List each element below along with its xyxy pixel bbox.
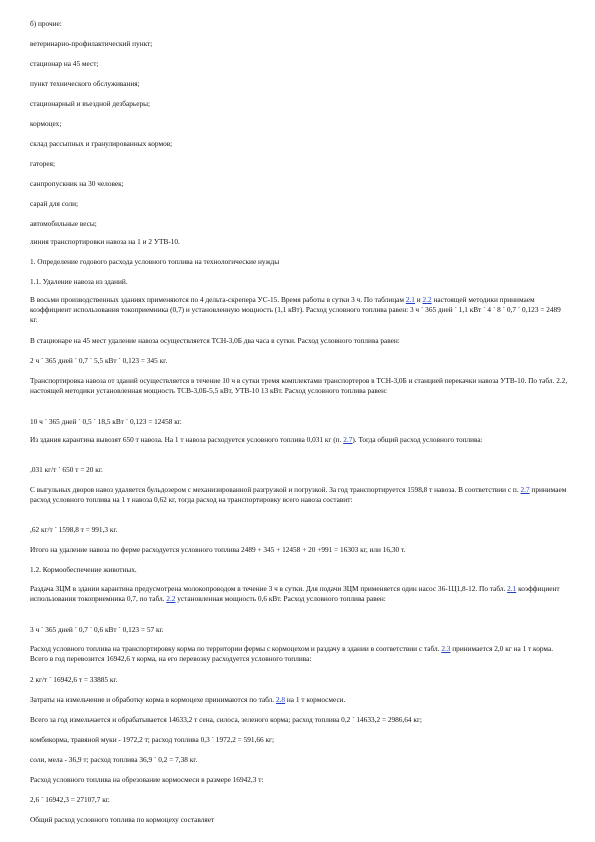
formula-line: ,031 кг/т ´ 650 т = 20 кг. (30, 465, 103, 474)
formula-line: 2 кг/т ´ 16942,6 т = 33885 кг. (30, 675, 118, 684)
text-run: ). Тогда общий расход условного топлива: (352, 435, 483, 444)
paragraph: Всего за год измельчается и обрабатывается 14633,2 т сена, силоса, зеленого корма; расход топлива 0,2 ´ 14633,2 = 2986,64 кг; (30, 715, 422, 724)
text-run: принимаем расход условного топлива на 1 т навоза 0,62 кг, тогда расход на транспортировку всего навоза составит: (30, 485, 567, 504)
table-link[interactable]: 2.3 (441, 644, 451, 653)
formula-line: 10 ч ´ 365 дней ´ 0,5 ´ 18,5 кВт ´ 0,123 = 12458 кг. (30, 417, 182, 426)
text-line: стационарный и въездной дезбарьеры; (30, 99, 151, 108)
table-link[interactable]: 2.1 (405, 295, 415, 304)
formula-line: 3 ч ´ 365 дней ´ 0,7 ´ 0,6 кВт ´ 0,123 = 57 кг. (30, 625, 164, 634)
table-link[interactable]: 2.7 (520, 485, 530, 494)
text-run: Затраты на измельчение и обработку корма в кормоцехе принимаются по табл. (30, 695, 276, 704)
text-line: сарай для соли; (30, 199, 79, 208)
paragraph: Общий расход условного топлива по кормоцеху составляет (30, 815, 215, 824)
text-line: линия транспортировки навоза на 1 и 2 УТВ-10. (30, 237, 180, 246)
table-link[interactable]: 2.1 (507, 584, 517, 593)
paragraph (30, 644, 570, 664)
text-run: и (414, 295, 423, 304)
paragraph: соли, мела - 36,9 т; расход топлива 36,9 ´ 0,2 = 7,38 кг. (30, 755, 198, 764)
paragraph: В стационаре на 45 мест удаление навоза осуществляется ТСН-3,0Б два часа в сутки. Расход условного топлива равен: (30, 336, 400, 345)
text-line: пункт технического обслуживания; (30, 79, 140, 88)
text-line: стационар на 45 мест; (30, 59, 99, 68)
text-line: склад рассыпных и гранулированных кормов; (30, 139, 173, 148)
text-run: В восьми производственных зданиях применяются по 4 дельта-скрепера УС-15. Время работы в сутки 3 ч. По таблицам (30, 295, 406, 304)
text-line: гаторея; (30, 159, 56, 168)
text-run: установленная мощность 0,6 кВт. Расход условного топлива равен: (175, 594, 386, 603)
text-line: автомобильные весы; (30, 219, 97, 228)
formula-line: ,62 кг/т ´ 1598,8 т = 991,3 кг. (30, 525, 118, 534)
text-run: коэффициент использования токоприемника 0,7, по табл. (30, 584, 560, 603)
text-run: принимается 2,0 кг на 1 т корма. Всего в год перевозится 16942,6 т корма, на его перевозку расходуется условного топлива: (30, 644, 554, 663)
text-line: кормоцех; (30, 119, 62, 128)
text-line: ветеринарно-профилактический пункт; (30, 39, 153, 48)
text-run: Раздача ЗЦМ в здании карантина предусмотрена молокопроводом в течение 3 ч в сутки. Для подачи ЗЦМ применяется один насос 36-1Ц1,8-12. По табл. (30, 584, 508, 593)
table-link[interactable]: 2.7 (343, 435, 353, 444)
text-line: б) прочие: (30, 19, 62, 28)
formula-line: 2,6 ´ 16942,3 = 27107,7 кг. (30, 795, 110, 804)
paragraph: Итого на удаление навоза по ферме расходуется условного топлива 2489 + 345 + 12458 + 20 +991 = 16303 кг, или 16,30 т. (30, 545, 406, 554)
paragraph (30, 584, 570, 604)
paragraph (30, 295, 570, 325)
text-run: на 1 т кормосмеси. (285, 695, 346, 704)
formula-line: 2 ч ´ 365 дней ´ 0,7 ´ 5,5 кВт ´ 0,123 = 345 кг. (30, 356, 168, 365)
paragraph (30, 695, 570, 705)
paragraph: комбикорма, травяной муки - 1972,2 т; расход топлива 0,3 ´ 1972,2 = 591,66 кг; (30, 735, 275, 744)
paragraph (30, 485, 570, 505)
table-link[interactable]: 2.2 (166, 594, 176, 603)
table-link[interactable]: 2.2 (422, 295, 432, 304)
text-run: С выгульных дворов навоз удаляется бульдозером с механизированной разгрузкой и погрузкой. За год транспортируется 1598,8 т навоза. В соответствии с п. (30, 485, 521, 494)
subsection-heading: 1.1. Удаление навоза из зданий. (30, 277, 128, 286)
subsection-heading: 1.2. Кормообеспечение животных. (30, 565, 137, 574)
text-run: Из здания карантина вывозят 650 т навоза. На 1 т навоза расходуется условного топлива 0,031 кг (п. (30, 435, 344, 444)
text-run: Расход условного топлива на транспортировку корма по территории фермы с кормоцехом и раздачу в здании в соответствии с табл. (30, 644, 442, 653)
paragraph: Расход условного топлива на обрезование кормосмеси в размере 16942,3 т: (30, 775, 264, 784)
paragraph (30, 435, 570, 445)
text-line: санпропускник на 30 человек; (30, 179, 124, 188)
table-link[interactable]: 2.8 (275, 695, 286, 704)
text-run: настоящей методики принимаем коэффициент использования токоприемника (0,7) и установленную мощность (1,1 кВт). Расход условного топлива равен: 3 ч ´ 365 дней ´ 1,1 кВт ´ 4 ´ 8 ´ 0,7 ´ 0,123 = 2489 кг. (30, 295, 561, 324)
section-heading: 1. Определение годового расхода условного топлива на технологические нужды (30, 257, 280, 266)
paragraph: Транспортировка навоза от зданий осуществляется в течение 10 ч в сутки тремя комплектами транспортеров в ТСН-3,0Б и станцией перекачки навоза УТВ-10. По табл. 2.2, настоящей методики установленная мощность ТСВ-3,0Б-5,5 кВт, УТВ-10 13 кВт. Расход условного топлива равен: (30, 376, 568, 395)
